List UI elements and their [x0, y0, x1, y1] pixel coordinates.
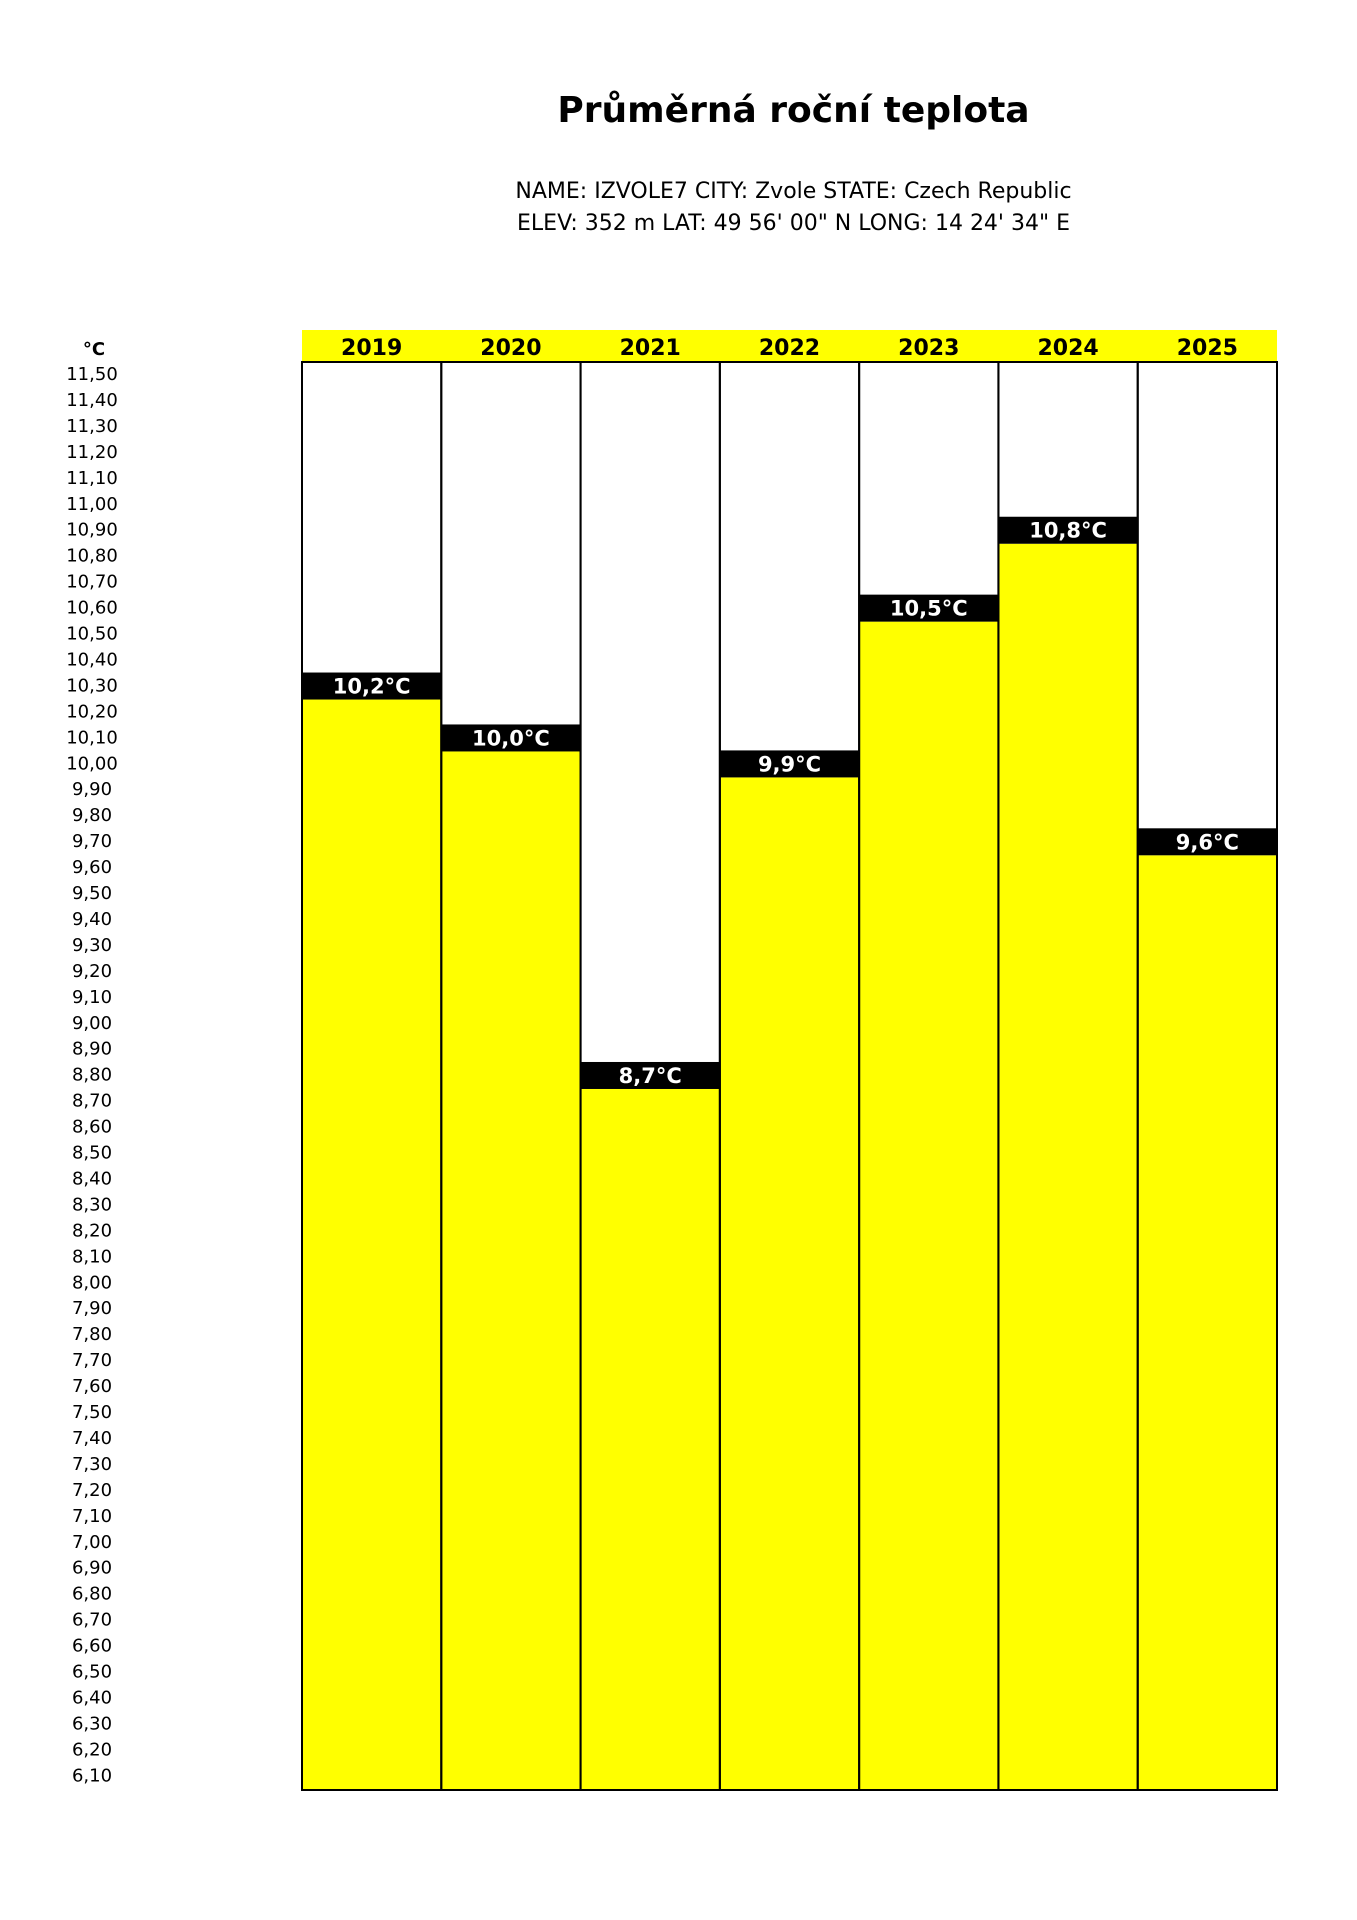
- y-tick-label: 8,10: [71, 1246, 113, 1268]
- y-tick-label: 6,30: [71, 1713, 113, 1735]
- y-tick-label: 6,20: [71, 1739, 113, 1761]
- y-tick-label: 7,00: [71, 1531, 113, 1553]
- y-tick-label: 11,50: [66, 364, 118, 385]
- value-label: 8,7°C: [618, 1063, 682, 1088]
- category-label: 2020: [480, 336, 542, 361]
- category-header: [302, 330, 1277, 362]
- y-tick-label: 9,50: [71, 883, 113, 904]
- y-tick-label: 7,70: [71, 1350, 113, 1372]
- y-tick-label: 6,80: [71, 1583, 113, 1605]
- y-tick-label: 9,60: [71, 857, 113, 879]
- bar: [441, 751, 580, 1790]
- y-tick-label: 7,20: [71, 1479, 113, 1501]
- y-tick-label: 10,90: [66, 519, 118, 541]
- y-tick-label: 10,60: [66, 597, 118, 619]
- y-tick-label: 8,30: [71, 1194, 113, 1216]
- y-tick-label: 9,20: [71, 960, 113, 982]
- value-label: 10,2°C: [332, 674, 411, 699]
- y-tick-label: 8,20: [71, 1220, 113, 1242]
- y-tick-label: 9,90: [71, 779, 113, 801]
- category-label: 2019: [341, 336, 403, 361]
- y-tick-label: 10,40: [66, 649, 118, 671]
- y-tick-label: 9,80: [71, 805, 113, 827]
- y-tick-label: 7,90: [71, 1298, 113, 1320]
- y-tick-label: 9,40: [71, 908, 113, 930]
- value-label: 10,0°C: [472, 726, 550, 751]
- y-tick-label: 10,70: [66, 571, 118, 593]
- y-tick-label: 7,50: [71, 1402, 113, 1423]
- y-tick-label: 7,10: [71, 1505, 113, 1527]
- y-tick-label: 6,60: [71, 1635, 113, 1657]
- y-tick-label: 6,70: [71, 1609, 113, 1631]
- bar: [720, 777, 859, 1790]
- y-tick-label: 10,50: [66, 623, 118, 645]
- bar: [302, 700, 441, 1790]
- category-label: 2025: [1176, 336, 1238, 361]
- y-tick-label: 8,90: [71, 1038, 113, 1060]
- y-tick-label: 8,60: [71, 1116, 113, 1138]
- subtitle-line-station: NAME: IZVOLE7 CITY: Zvole STATE: Czech Republic: [515, 179, 1072, 204]
- bar: [998, 544, 1137, 1790]
- category-label: 2021: [619, 336, 681, 361]
- y-tick-label: 6,90: [71, 1557, 113, 1579]
- y-tick-label: 7,30: [71, 1453, 113, 1475]
- y-tick-label: 10,20: [66, 701, 118, 723]
- y-tick-label: 11,40: [66, 389, 118, 411]
- y-tick-label: 11,10: [66, 467, 118, 489]
- y-tick-label: 6,40: [71, 1687, 113, 1709]
- y-tick-label: 6,50: [71, 1661, 113, 1683]
- value-label: 9,6°C: [1175, 830, 1239, 855]
- y-tick-label: 9,70: [71, 831, 113, 853]
- y-tick-label: 8,80: [71, 1064, 113, 1086]
- y-tick-label: 7,80: [71, 1324, 113, 1346]
- y-tick-label: 11,20: [66, 441, 118, 463]
- y-tick-label: 11,30: [66, 415, 118, 437]
- y-tick-label: 8,00: [71, 1272, 113, 1294]
- category-label: 2022: [758, 336, 821, 361]
- y-tick-label: 9,00: [71, 1012, 113, 1034]
- category-label: 2023: [898, 336, 960, 361]
- y-tick-label: 6,10: [71, 1765, 113, 1787]
- category-label: 2024: [1037, 336, 1099, 361]
- y-tick-label: 10,80: [66, 545, 118, 567]
- y-tick-label: 10,30: [66, 675, 118, 697]
- bar: [581, 1089, 720, 1790]
- value-label: 9,9°C: [757, 752, 822, 777]
- chart-title: Průměrná roční teplota: [557, 90, 1030, 131]
- y-tick-label: 10,00: [66, 753, 118, 775]
- y-tick-label: 9,30: [71, 934, 113, 956]
- subtitle-line-location: ELEV: 352 m LAT: 49 56' 00" N LONG: 14 24' 34" E: [517, 211, 1070, 236]
- value-label: 10,5°C: [889, 596, 968, 621]
- bar: [1138, 855, 1277, 1790]
- y-tick-label: 8,70: [71, 1090, 113, 1112]
- value-label: 10,8°C: [1029, 518, 1107, 543]
- y-axis-ticks: [66, 364, 118, 1786]
- y-tick-label: 8,40: [71, 1168, 113, 1190]
- y-tick-label: 8,50: [71, 1142, 113, 1164]
- y-tick-label: 9,10: [71, 986, 113, 1008]
- bar: [859, 622, 998, 1790]
- y-tick-label: 10,10: [66, 727, 118, 749]
- y-axis-unit-label: °C: [82, 339, 106, 360]
- y-tick-label: 11,00: [66, 493, 118, 515]
- y-tick-label: 7,40: [71, 1427, 113, 1449]
- y-tick-label: 7,60: [71, 1376, 113, 1398]
